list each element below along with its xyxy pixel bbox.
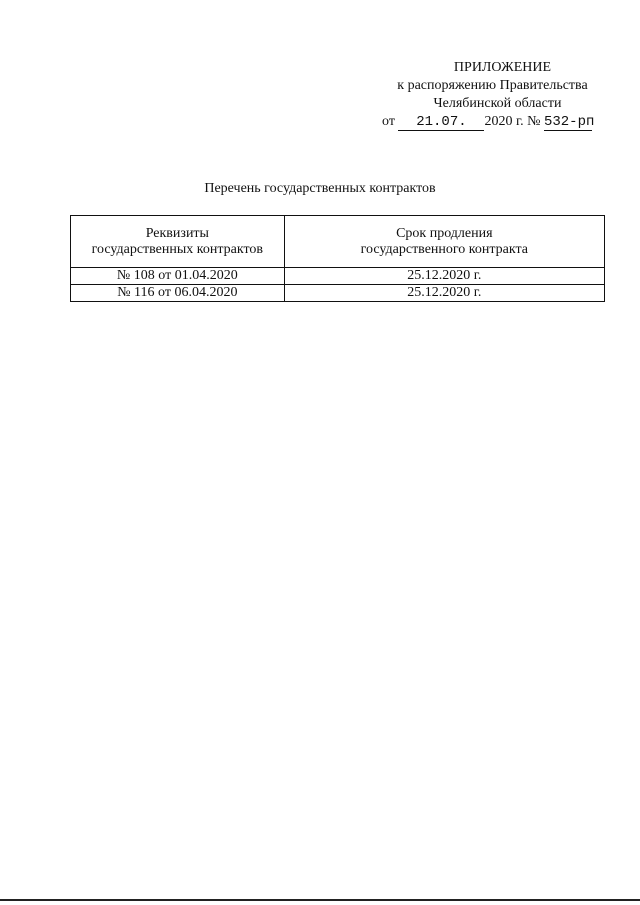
bottom-divider [0,899,640,901]
document-title: Перечень государственных контрактов [204,181,436,196]
date-prefix: от [382,114,395,129]
header-cell-requisites [71,216,285,268]
header-text: государственного контракта [360,241,529,257]
year-text: 2020 г. № [484,114,541,129]
table-row [71,268,605,285]
table-header-row [71,216,605,268]
header-text: Реквизиты [145,225,209,241]
appendix-region: Челябинской области [433,96,562,111]
extension-date-cell: 25.12.2020 г. [284,268,604,285]
header-text: Срок продления [396,225,493,241]
appendix-date-line [370,113,605,131]
contracts-table [70,215,605,302]
table-row [71,285,605,302]
contract-requisites-cell: № 116 от 06.04.2020 [71,285,285,302]
contract-requisites-cell: № 108 от 01.04.2020 [71,268,285,285]
order-number-stamp: 532-рп [543,114,595,130]
appendix-reference: к распоряжению Правительства [397,78,588,93]
header-cell-extension-date [284,216,604,268]
appendix-header [370,59,605,131]
appendix-title: ПРИЛОЖЕНИЕ [453,60,552,75]
extension-date-cell: 25.12.2020 г. [284,285,604,302]
date-stamp: 21.07. [398,114,484,131]
header-text: государственных контрактов [91,241,264,257]
